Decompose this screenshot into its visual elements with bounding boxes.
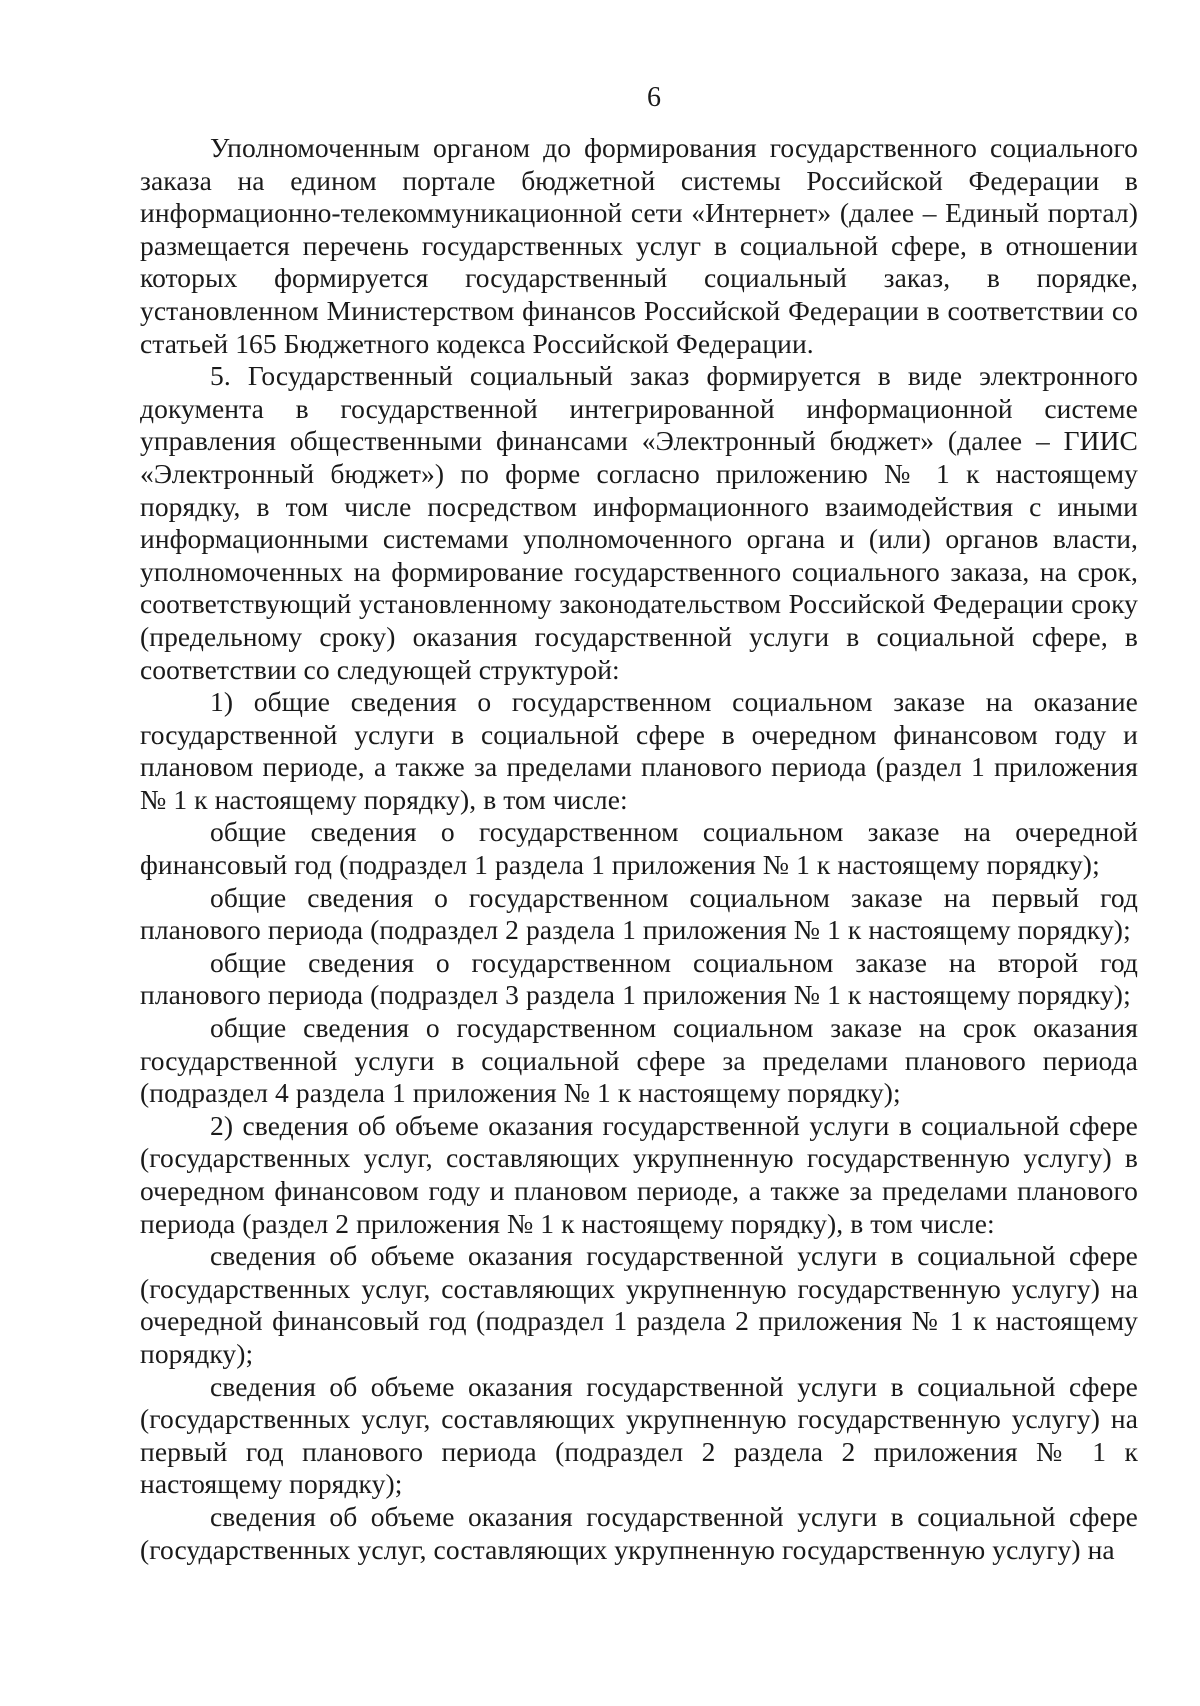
paragraph-general-beyond-plan: общие сведения о государственном социальном заказе на срок оказания государственной услуги в социальной сфере за пределами планового периода (подраздел 4 раздела 1 приложения № 1 к настоящему порядку);	[140, 1012, 1138, 1109]
paragraph-general-current-year: общие сведения о государственном социальном заказе на очередной финансовый год (подраздел 1 раздела 1 приложения № 1 к настоящему порядку);	[140, 816, 1138, 881]
paragraph-general-first-plan-year: общие сведения о государственном социальном заказе на первый год планового периода (подраздел 2 раздела 1 приложения № 1 к настоящему порядку);	[140, 881, 1138, 946]
paragraph-intro: Уполномоченным органом до формирования государственного социального заказа на едином портале бюджетной системы Российской Федерации в информационно-телекоммуникационной сети «Интернет» (далее – Единый портал) размещается перечень государственных услуг в социальной сфере, в отношении которых формируется государственный социальный заказ, в порядке, установленном Министерством финансов Российской Федерации в соответствии со статьей 165 Бюджетного кодекса Российской Федерации.	[140, 132, 1138, 359]
paragraph-volume-first-plan-year: сведения об объеме оказания государственной услуги в социальной сфере (государственных услуг, составляющих укрупненную государственную услугу) на первый год планового периода (подраздел 2 раздела 2 приложения № 1 к настоящему порядку);	[140, 1370, 1138, 1500]
page-number: 6	[647, 82, 661, 113]
paragraph-volume-continued: сведения об объеме оказания государственной услуги в социальной сфере (государственных услуг, составляющих укрупненную государственную услугу) на	[140, 1500, 1138, 1565]
paragraph-volume-current-year: сведения об объеме оказания государственной услуги в социальной сфере (государственных услуг, составляющих укрупненную государственную услугу) на очередной финансовый год (подраздел 1 раздела 2 приложения № 1 к настоящему порядку);	[140, 1240, 1138, 1369]
document-page	[140, 72, 1138, 1566]
paragraph-subitem-1: 1) общие сведения о государственном социальном заказе на оказание государственной услуги в социальной сфере в очередном финансовом году и плановом периоде, а также за пределами планового периода (раздел 1 приложения № 1 к настоящему порядку), в том числе:	[140, 686, 1138, 815]
paragraph-subitem-2: 2) сведения об объеме оказания государственной услуги в социальной сфере (государственных услуг, составляющих укрупненную государственную услугу) в очередном финансовом году и плановом периоде, а также за пределами планового периода (раздел 2 приложения № 1 к настоящему порядку), в том числе:	[140, 1109, 1138, 1239]
paragraph-general-second-plan-year: общие сведения о государственном социальном заказе на второй год планового периода (подраздел 3 раздела 1 приложения № 1 к настоящему порядку);	[140, 946, 1138, 1011]
paragraph-item-5: 5. Государственный социальный заказ формируется в виде электронного документа в государственной интегрированной информационной системе управления общественными финансами «Электронный бюджет» (далее – ГИИС «Электронный бюджет») по форме согласно приложению № 1 к настоящему порядку, в том числе посредством информационного взаимодействия с иными информационными системами уполномоченного органа и (или) органов власти, уполномоченных на формирование государственного социального заказа, на срок, соответствующий установленному законодательством Российской Федерации сроку (предельному сроку) оказания государственной услуги в социальной сфере, в соответствии со следующей структурой:	[140, 360, 1138, 685]
